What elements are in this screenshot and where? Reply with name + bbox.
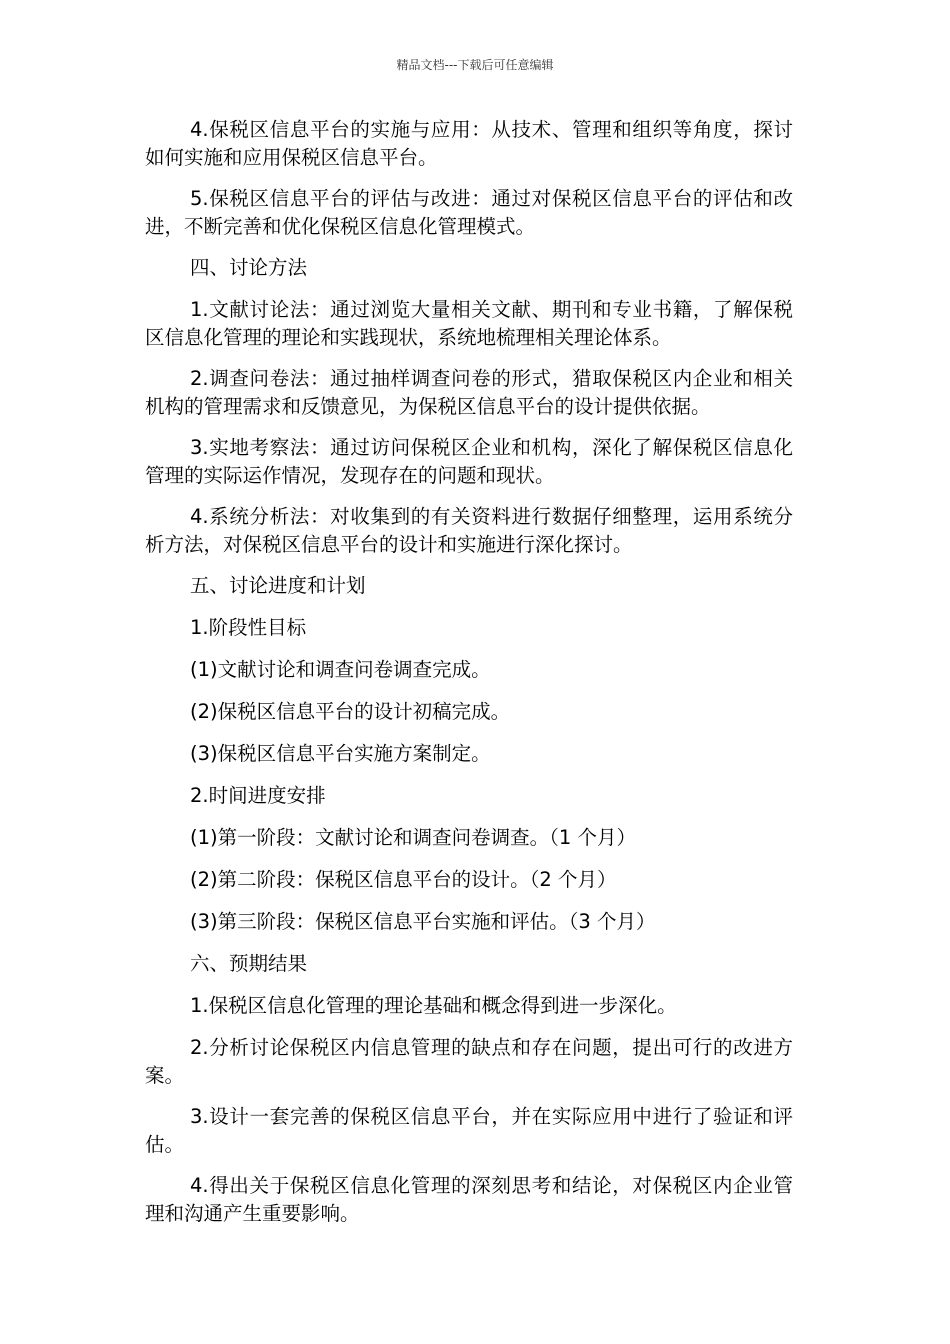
- paragraph: 1.文献讨论法：通过浏览大量相关文献、期刊和专业书籍，了解保税区信息化管理的理论和实践现状，系统地梳理相关理论体系。: [145, 298, 793, 349]
- list-item: (2)保税区信息平台的设计初稿完成。: [190, 700, 511, 723]
- paragraph: 3.实地考察法：通过访问保税区企业和机构，深化了解保税区信息化管理的实际运作情况，发现存在的问题和现状。: [145, 436, 793, 487]
- paragraph: 3.设计一套完善的保税区信息平台，并在实际应用中进行了验证和评估。: [145, 1105, 793, 1156]
- list-item: (3)保税区信息平台实施方案制定。: [190, 742, 491, 765]
- list-item: (2)第二阶段：保税区信息平台的设计。（2 个月）: [190, 868, 617, 891]
- list-item: (1)文献讨论和调查问卷调查完成。: [190, 658, 491, 681]
- section-heading: 五、讨论进度和计划: [190, 574, 366, 597]
- section-heading: 六、预期结果: [190, 952, 308, 975]
- paragraph: 4.保税区信息平台的实施与应用：从技术、管理和组织等角度，探讨如何实施和应用保税区信息平台。: [145, 118, 793, 169]
- paragraph: 1.保税区信息化管理的理论基础和概念得到进一步深化。: [190, 994, 677, 1017]
- section-heading: 四、讨论方法: [190, 256, 308, 279]
- paragraph: 2.调查问卷法：通过抽样调查问卷的形式，猎取保税区内企业和相关机构的管理需求和反馈意见，为保税区信息平台的设计提供依据。: [145, 367, 793, 418]
- paragraph: 2.分析讨论保税区内信息管理的缺点和存在问题，提出可行的改进方案。: [145, 1036, 793, 1087]
- subsection-heading: 2.时间进度安排: [190, 784, 326, 807]
- document-body: [145, 116, 793, 1241]
- page-header: 精品文档---下载后可任意编辑: [396, 58, 554, 72]
- paragraph: 4.得出关于保税区信息化管理的深刻思考和结论，对保税区内企业管理和沟通产生重要影响。: [145, 1174, 793, 1225]
- subsection-heading: 1.阶段性目标: [190, 616, 307, 639]
- paragraph: 5.保税区信息平台的评估与改进：通过对保税区信息平台的评估和改进，不断完善和优化保税区信息化管理模式。: [145, 187, 793, 238]
- paragraph: 4.系统分析法：对收集到的有关资料进行数据仔细整理，运用系统分析方法，对保税区信息平台的设计和实施进行深化探讨。: [145, 505, 793, 556]
- list-item: (3)第三阶段：保税区信息平台实施和评估。（3 个月）: [190, 910, 656, 933]
- list-item: (1)第一阶段：文献讨论和调查问卷调查。（1 个月）: [190, 826, 636, 849]
